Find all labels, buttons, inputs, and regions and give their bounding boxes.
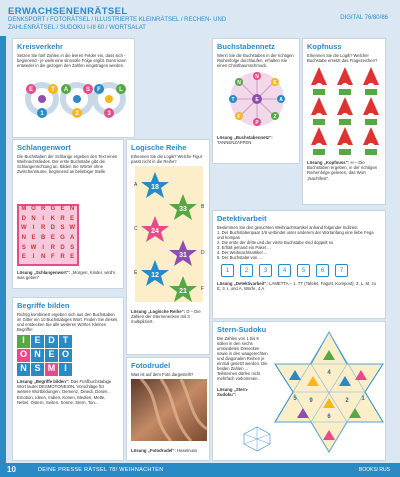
grid-cell: I [42,215,44,222]
grid-cell: E [31,235,36,241]
clue-1: 1. Der Buchstabenpaar 1/6 verbindet unter anderem der Wortanfang eine liebe Fega und kompas [217,230,374,240]
svg-text:C: C [134,226,138,232]
page-number: 10 [7,465,16,474]
solution-label: Lösung „Schlangenwort“: [17,270,71,275]
clue-4: 4. Der Weihnachtsartikel ... [217,250,268,255]
page-footer [0,463,400,477]
grid-cell: W [20,225,27,232]
card-logische-reihe [126,139,210,355]
grid-cell: S [21,244,26,251]
card-title: Kopfnuss [307,42,342,51]
card-fotodrudel [126,357,210,461]
section-title: ERWACHSENENRÄTSEL [8,6,128,17]
svg-text:A: A [134,182,138,188]
card-detektivarbeit [212,210,386,319]
card-title: Kreisverkehr [17,42,63,51]
grid-cell: I [42,244,44,251]
card-body: Richtig kombiniert ergeben sich aus den Buchstaben im Gitter ein 10 Buchstabiges Wort. Finden Sie dieses und entdecken Sie alle weiteren Wörter. Kleines Begriffe! [17,312,118,332]
card-solution [17,379,119,405]
tile: S [31,363,44,376]
tile: E [31,335,44,348]
card-kopfnuss [302,38,386,205]
die-4: 4 [278,264,291,277]
svg-text:E: E [28,87,34,93]
card-title: Detektivarbeit [217,214,267,223]
grid-cell: G [50,206,56,212]
grid-cell: O [31,206,36,212]
tile: N [17,363,30,376]
grid-cell: R [60,215,65,222]
solution-text: TANNENZAPFEN [217,140,252,146]
die-5: 5 [297,264,310,277]
card-schlangenwort [12,139,124,289]
die-2: 2 [240,264,253,277]
card-body: Erkennen Sie die Logik? Welcher Buchstabe ersetzt das Fragezeichen? [307,53,378,63]
solution-label: Lösung „Stern-Sudoku“: [217,387,249,398]
grid-cell: I [32,225,35,232]
solution-label: Lösung „Logische Reihe“: [131,309,186,314]
svg-text:Z: Z [273,114,277,120]
grid-cell: S [60,225,65,232]
grid-cell: B [40,235,46,241]
card-buchstabennetz [212,38,300,164]
grid-cell: N [69,206,75,212]
grid-cell: N [31,215,36,222]
grid-cell: D [21,215,26,222]
gnome-grid [307,63,383,155]
svg-text:2: 2 [75,111,79,117]
grid-cell: E [60,206,65,212]
card-body: Bestimmen Sie den gesuchten Weihnachtsartikel anhand folgender Indizien: [217,225,359,230]
grid-cell: R [50,244,55,251]
grid-cell: S [70,244,75,251]
card-title: Begriffe bilden [17,301,70,310]
tile: I [59,363,72,376]
dice-row [221,264,377,277]
solution-text: Haselnuss [177,448,198,453]
svg-text:A: A [279,97,283,103]
clue-2: 2. Die erste der dritte und der vierte Buchstabe sind doppelt so [217,240,334,245]
svg-text:A: A [63,87,69,93]
svg-text:T: T [231,97,235,103]
tile: D [45,335,58,348]
grid-cell: M [21,206,27,212]
solution-text: H – Die Buchstaben ergeben, in der richtigen Reihenfolge gelesen, das Wort „Nachtfest“. [307,160,378,181]
card-solution [131,448,205,453]
card-title: Fotodrudel [131,361,171,370]
grid-cell: D [50,225,55,232]
star-sequence [131,164,207,304]
svg-text:E: E [273,80,277,86]
grid-cell: R [40,225,46,232]
die-6: 6 [316,264,329,277]
card-body: Die Zahlen von 1 bis 9 sollen in den sechs umrandeten Dreiecken sowie in den waagerechten und diagonalen Reihen je einmal gesetzt werden. Die beiden Zahlen ... Teilsternen dürfen nicht mehrfach vorkommen. [217,336,268,381]
svg-text:9: 9 [309,398,313,404]
card-solution [131,309,205,325]
solution-label: Lösung „Fotodrudel“: [131,448,176,453]
card-title: Logische Reihe [131,143,187,152]
card-begriffe-bilden [12,297,124,461]
tile: E [45,349,58,362]
solution-text: Das Fünfbuchstabige Wort lautet DESMOTONEION. Vorschläge für weitere Wortbildungen: Demenz, Dinedi, Dosen, Emotion, Ideen, Indien, Konen, Medien, Mette, Nebel, Ostern, Seiten, Sonne, Stern, Ton... [17,379,112,405]
grid-cell: E [50,235,55,241]
grid-cell: R [60,254,65,261]
tile: T [59,335,72,348]
card-body: Was ist auf dem Foto dargestellt? [131,372,194,377]
card-solution [217,387,249,397]
card-solution [17,270,119,280]
card-body: Erkennen Sie die Logik? Welche Figur passt nicht in die Reihe? [131,154,203,164]
tile: N [31,349,44,362]
svg-text:D: D [201,250,205,256]
svg-text:P: P [255,120,259,126]
grid-cell: A [69,235,75,241]
svg-text:F: F [97,87,101,93]
card-body: Wenn Sie die Buchstaben in der richtigen Reihenfolge durchlaufen, erhalten Sie einen Christbaumschmuck. [217,53,294,68]
tile: M [45,363,58,376]
die-3: 3 [259,264,272,277]
page-header [0,0,400,36]
section-subtitle: DENKSPORT / FOTORÄTSEL / ILLUSTRIERTE KLEINRÄTSEL / RECHEN- UND ZAHLENRÄTSEL / SUDOKU I-III 60 / WORTSALAT [8,17,227,31]
grid-cell: E [70,215,75,222]
grid-cell: E [70,254,75,261]
grid-cell: E [21,254,26,261]
solution-text: LAMETTA – 1. TT (Tafelet, Fagott, Kompost), 3. L, M, zu E, 3. I, und A, Würfe, 4.A [217,281,377,292]
letter-network [217,68,297,130]
snake-grid [17,204,79,266]
die-7: 7 [335,264,348,277]
card-solution [217,135,295,145]
svg-text:21: 21 [179,288,187,295]
clue-5: 5. Der Buchstabe von ... [217,255,262,260]
svg-text:N: N [237,80,241,86]
tile: O [17,349,30,362]
card-kreisverkehr [12,38,135,138]
grid-cell: W [69,225,75,232]
tile: I [17,335,30,348]
footer-brand: BOOKS/ RUS [358,467,390,473]
grid-cell: F [50,254,55,261]
svg-text:S: S [85,87,91,93]
svg-text:2: 2 [345,398,349,404]
svg-text:L: L [119,87,123,93]
card-body: Die Buchstaben der Schlange ergeben den Text eines Weihnachtsliedes. Der erste Buchstabe gibt die Schlangenrichtung an. Bilden Sie Wörter ohne Zwischenräume, beginnend an beliebiger Stelle. [17,154,118,174]
solution-label: Lösung „Kopfnuss“: [307,160,350,165]
svg-text:N: N [255,74,259,80]
svg-text:5: 5 [293,396,297,402]
side-stripe [0,36,6,463]
svg-text:6: 6 [327,414,331,420]
svg-text:1: 1 [40,111,44,117]
footer-text: DEINE PRESSE RÄTSEL 78/ WEIHNACHTEN [38,467,164,473]
svg-text:12: 12 [151,272,159,279]
svg-text:4: 4 [327,370,331,376]
card-solution [217,281,381,291]
svg-text:T: T [51,87,55,93]
grid-cell: I [32,254,35,261]
solution-text: „Morgen, Kinder, wird's was geben“ [17,270,116,281]
grid-cell: D [60,244,65,251]
svg-text:E: E [255,97,259,103]
tile: O [59,349,72,362]
card-title: Schlangenwort [17,143,71,152]
solution-label: Lösung „Detektivarbeit“: [217,281,268,286]
svg-text:F: F [201,286,205,292]
grid-cell: K [50,215,55,222]
grid-cell: R [40,206,46,212]
photo-closeup [131,379,207,441]
svg-text:31: 31 [179,252,187,259]
svg-text:F: F [237,114,241,120]
grid-cell: N [21,235,26,241]
card-title: Stern-Sudoku [217,325,267,334]
svg-text:B: B [201,204,205,210]
svg-text:1: 1 [361,396,365,402]
grid-cell: W [30,244,37,251]
star-sudoku-grid [273,330,385,454]
solution-text: D – Die Zahlen der Sternenecken mit 3 multipliziert. [131,309,201,325]
kreisverkehr-puzzle [17,77,132,133]
card-stern-sudoku [212,321,386,461]
svg-text:E: E [134,270,138,276]
solution-label: Lösung „Buchstabennetz“: [217,135,273,140]
letter-tiles [17,335,119,376]
grid-cell: G [60,235,65,241]
solution-label: Lösung „Begriffe bilden“: [17,379,70,384]
card-body: Setzen Sie fünf Zahlen in die leeren Felder ein, dass sich - beginnend - je weils eine sinnvolle Folge ergibt. Dann kann entweder in die gezogen den Zahlen eingetragen werden. [17,53,127,68]
solution-hexagon [243,426,271,452]
clue-3: 3. Erhält jemand ein Paket ... [217,245,271,250]
page-info: DIGITAL 76/80/86 [340,15,388,21]
grid-cell: N [40,254,46,261]
svg-text:3: 3 [107,111,111,117]
card-solution [307,160,381,181]
svg-text:24: 24 [151,228,159,235]
die-1: 1 [221,264,234,277]
svg-text:33: 33 [179,206,187,213]
card-title: Buchstabennetz [217,42,275,51]
svg-text:18: 18 [151,184,159,191]
